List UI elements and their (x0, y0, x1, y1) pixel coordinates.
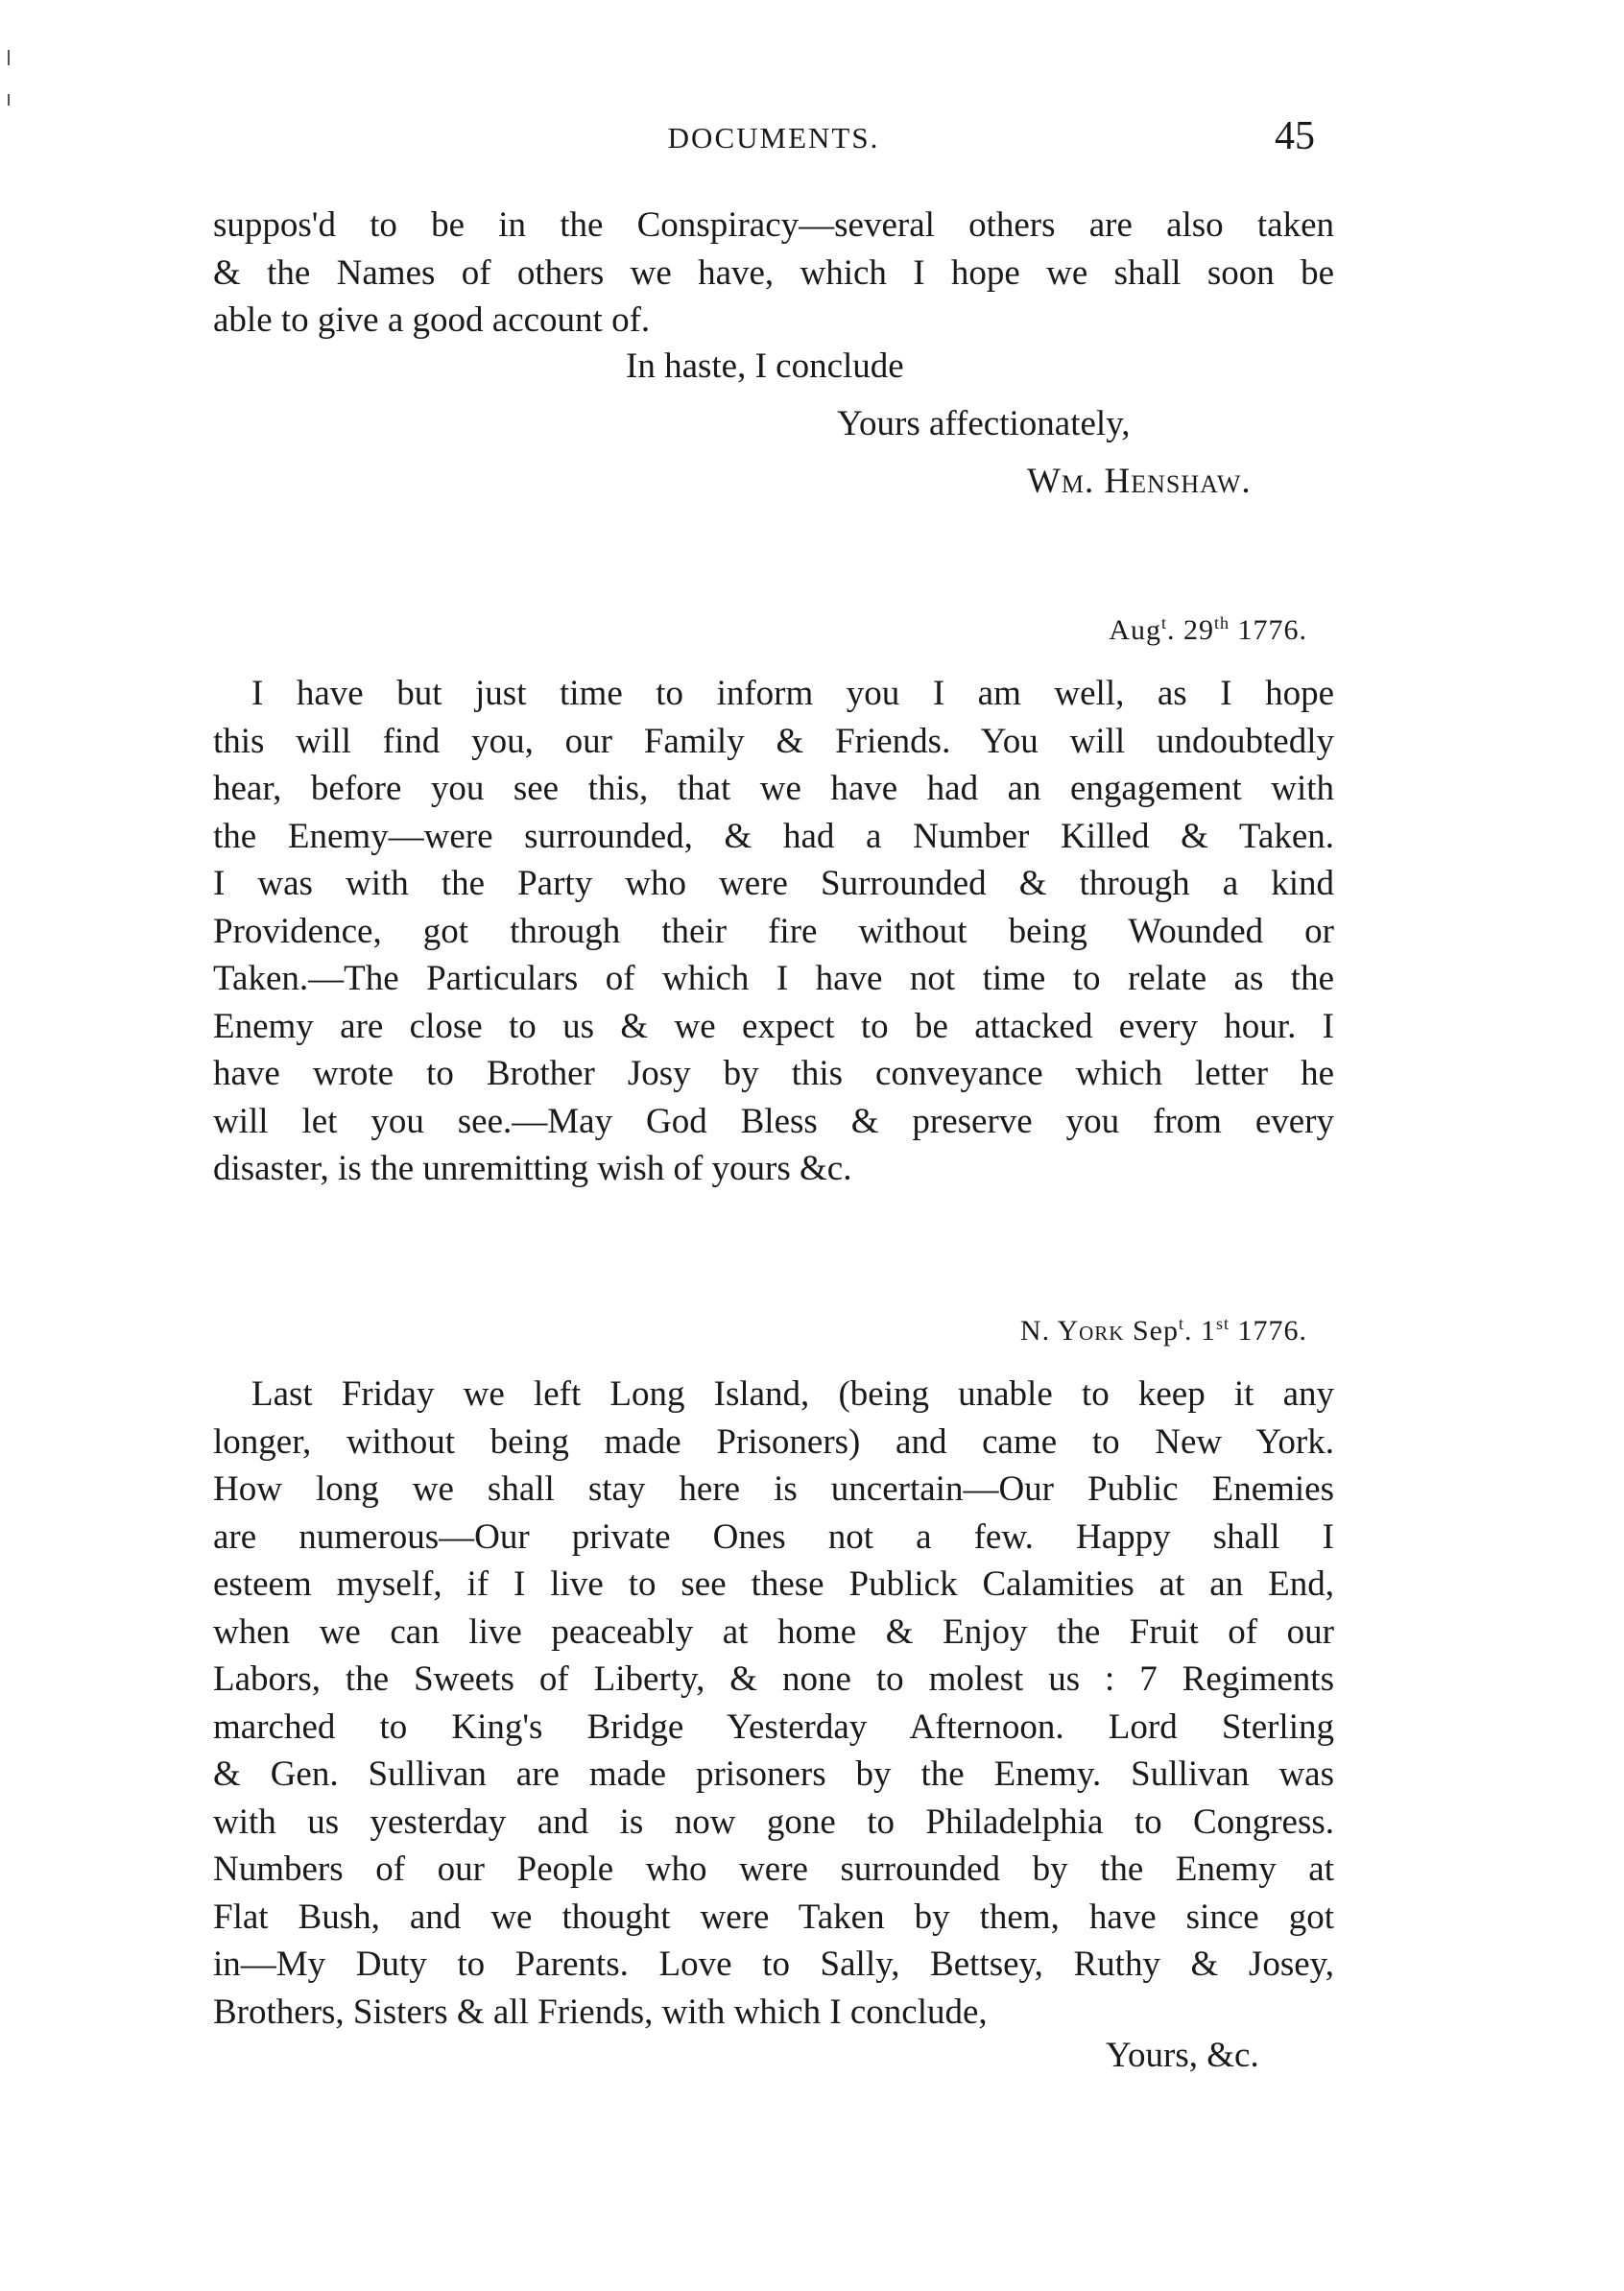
text-line: & the Names of others we have, which I hope we shall soon be (213, 252, 1334, 293)
text-line: How long we shall stay here is uncertain—Our Public Enemies (213, 1469, 1334, 1509)
text-line: marched to King's Bridge Yesterday Afternoon. Lord Sterling (213, 1706, 1334, 1747)
letter-3-closing: Yours, &c. (1106, 2036, 1259, 2075)
text-line: disaster, is the unremitting wish of yours &c. (213, 1149, 852, 1188)
date-day: . 29 (1166, 614, 1214, 646)
page-number: 45 (1275, 114, 1315, 158)
date-year: 1776. (1230, 1315, 1307, 1347)
date-day: . 1 (1183, 1315, 1216, 1347)
text-line: I was with the Party who were Surrounded & through a kind (213, 864, 1334, 903)
date-superscript: th (1213, 613, 1230, 632)
scan-edge-mark (8, 94, 10, 106)
text-line: Enemy are close to us & we expect to be attacked every hour. I (213, 1006, 1334, 1046)
text-line: I have but just time to inform you I am well, as I hope (251, 674, 1334, 713)
text-line: in—My Duty to Parents. Love to Sally, Bettsey, Ruthy & Josey, (213, 1945, 1334, 1984)
text-line: Labors, the Sweets of Liberty, & none to molest us : 7 Regiments (213, 1659, 1334, 1699)
text-line: have wrote to Brother Josy by this conveyance which letter he (213, 1054, 1334, 1093)
text-line: esteem myself, if I live to see these Publick Calamities at an End, (213, 1564, 1334, 1604)
date-year: 1776. (1230, 614, 1307, 646)
date-place: N. York (1019, 1315, 1125, 1347)
text-line: Providence, got through their fire without being Wounded or (213, 911, 1334, 951)
letter-2-body (213, 670, 1334, 1193)
text-line: with us yesterday and is now gone to Philadelphia to Congress. (213, 1802, 1334, 1842)
text-line: Numbers of our People who were surrounded by the Enemy at (213, 1850, 1334, 1889)
letter-1-closing-yours: Yours affectionately, (837, 404, 1131, 443)
scan-edge-mark (8, 50, 10, 65)
date-superscript: st (1215, 1314, 1230, 1333)
text-line: Taken.—The Particulars of which I have not time to relate as the (213, 959, 1334, 998)
letter-3-body (213, 1371, 1334, 2036)
letter-1-signature: Wm. Henshaw. (1027, 462, 1252, 501)
date-month: Sep (1124, 1315, 1179, 1347)
letter-3-dateline (1020, 1315, 1307, 1348)
letter-1-body (213, 202, 1334, 345)
date-month: Aug (1109, 614, 1161, 646)
text-line: able to give a good account of. (213, 300, 651, 340)
text-line: & Gen. Sullivan are made prisoners by the Enemy. Sullivan was (213, 1754, 1334, 1794)
running-title: DOCUMENTS. (667, 121, 880, 155)
text-line: will let you see.—May God Bless & preserve you from every (213, 1101, 1334, 1141)
date-superscript: t (1178, 1314, 1184, 1333)
text-line: longer, without being made Prisoners) and came to New York. (213, 1421, 1334, 1462)
text-line: suppos'd to be in the Conspiracy—several others are also taken (213, 205, 1334, 245)
letter-2-dateline (1109, 614, 1307, 647)
text-line: when we can live peaceably at home & Enjoy the Fruit of our (213, 1611, 1334, 1652)
date-superscript: t (1160, 613, 1167, 632)
running-head (213, 113, 1334, 161)
text-line: Last Friday we left Long Island, (being unable to keep it any (251, 1374, 1334, 1414)
text-line: the Enemy—were surrounded, & had a Number Killed & Taken. (213, 816, 1334, 856)
text-line: Flat Bush, and we thought were Taken by them, have since got (213, 1897, 1334, 1937)
text-line: hear, before you see this, that we have had an engagement with (213, 769, 1334, 808)
letter-1-closing: In haste, I conclude (626, 346, 904, 386)
text-line: this will find you, our Family & Friends. You will undoubtedly (213, 721, 1334, 761)
text-line: are numerous—Our private Ones not a few. Happy shall I (213, 1516, 1334, 1557)
text-line: Brothers, Sisters & all Friends, with which I conclude, (213, 1992, 988, 2032)
